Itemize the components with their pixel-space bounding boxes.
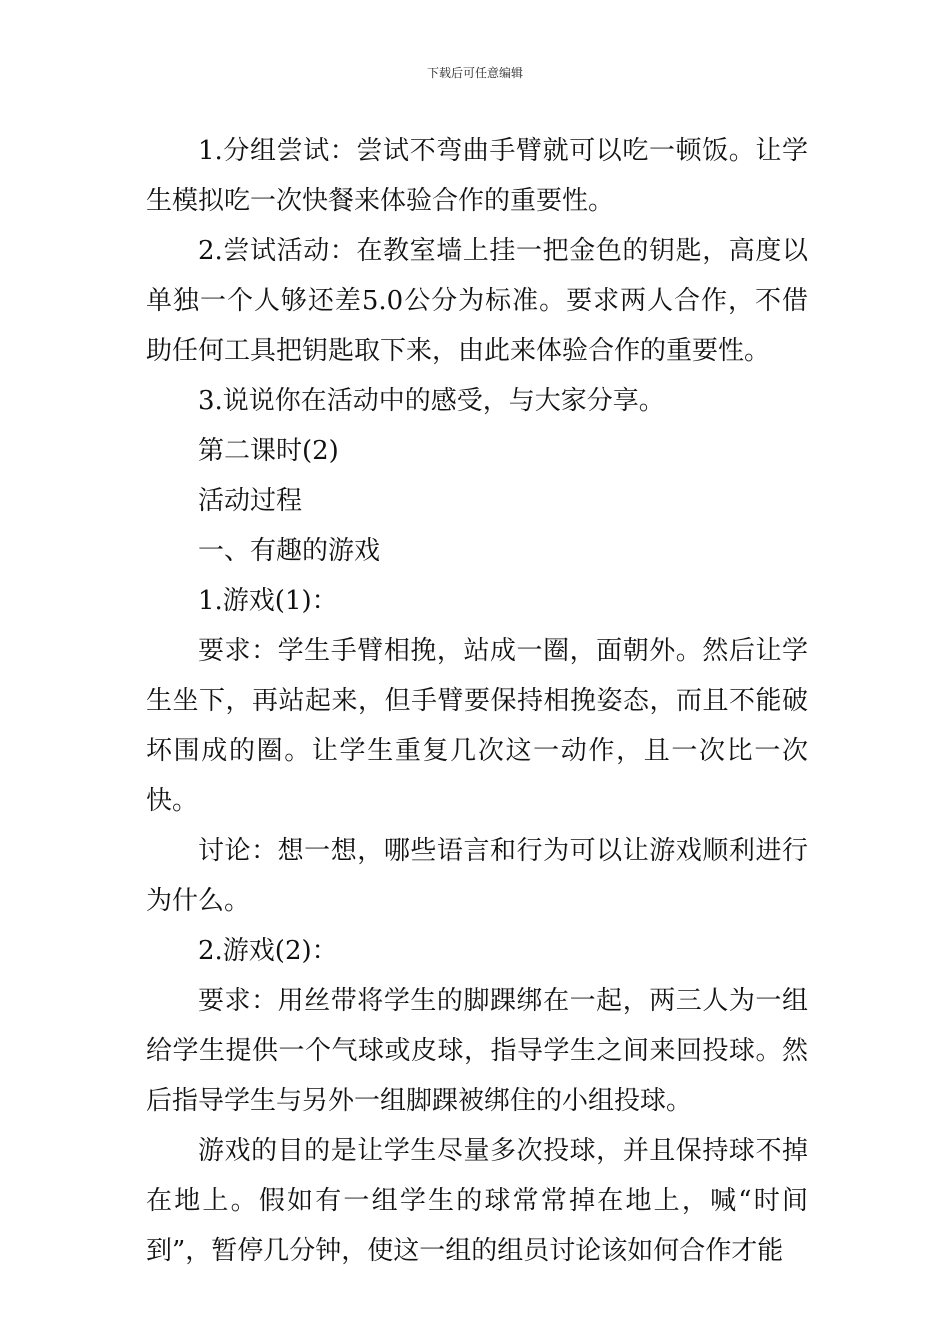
paragraph-try-activity: 2.尝试活动：在教室墙上挂一把金色的钥匙，高度以单独一个人够还差5.0公分为标准。要求两人合作，不借助任何工具把钥匙取下来，由此来体验合作的重要性。 — [146, 236, 808, 366]
section-heading-lesson-two: 第二课时(2) — [198, 436, 339, 466]
section-heading-activity-process: 活动过程 — [198, 486, 303, 516]
page-header: 下载后可任意编辑 — [426, 66, 523, 80]
game-one-title: 1.游戏(1)： — [198, 586, 338, 616]
paragraph-game-purpose: 游戏的目的是让学生尽量多次投球，并且保持球不掉在地上。假如有一组学生的球常常掉在地上，喊“时间到”，暂停几分钟，使这一组的组员讨论该如何合作才能 — [146, 1136, 808, 1266]
document-body — [146, 126, 808, 1276]
paragraph-share-feelings: 3.说说你在活动中的感受，与大家分享。 — [198, 386, 665, 416]
paragraph-game-one-requirements: 要求：学生手臂相挽，站成一圈，面朝外。然后让学生坐下，再站起来，但手臂要保持相挽姿态，而且不能破坏围成的圈。让学生重复几次这一动作，且一次比一次快。 — [146, 636, 808, 816]
paragraph-game-one-discussion: 讨论：想一想，哪些语言和行为可以让游戏顺利进行为什么。 — [146, 836, 808, 916]
game-two-title: 2.游戏(2)： — [198, 936, 338, 966]
paragraph-group-try: 1.分组尝试：尝试不弯曲手臂就可以吃一顿饭。让学生模拟吃一次快餐来体验合作的重要性。 — [146, 136, 808, 216]
section-heading-fun-games: 一、有趣的游戏 — [198, 536, 381, 566]
paragraph-game-two-requirements: 要求：用丝带将学生的脚踝绑在一起，两三人为一组给学生提供一个气球或皮球，指导学生之间来回投球。然后指导学生与另外一组脚踝被绑住的小组投球。 — [146, 986, 808, 1116]
